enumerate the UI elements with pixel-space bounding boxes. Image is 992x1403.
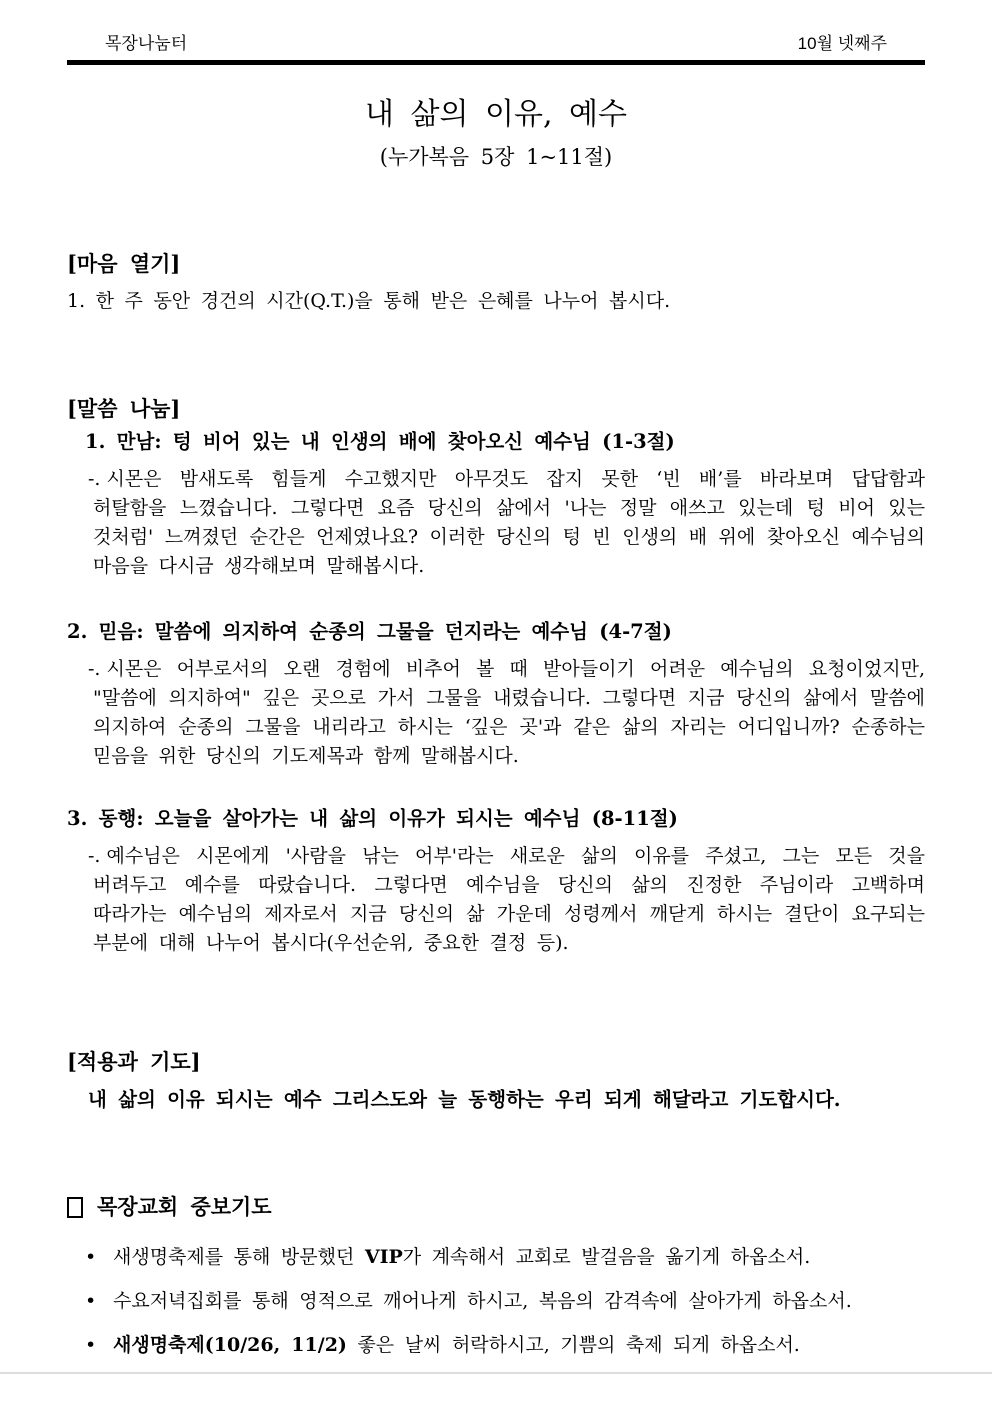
- bullet-icon: •: [85, 1334, 97, 1356]
- question-item-2: [67, 618, 925, 771]
- heart-opening-heading: [마음 열기]: [67, 251, 181, 276]
- page-bottom-rule: [0, 1372, 992, 1374]
- intercession-item-1: [67, 1243, 925, 1272]
- intercession-2-pre: 수요저녁집회를 통해 영적으로 깨어나게 하시고, 복음의 감격속에 살아가게 하옵소서.: [113, 1290, 852, 1312]
- question-2-body: [67, 655, 925, 771]
- header-right-text: 10월 넷째주: [797, 34, 887, 53]
- intercession-3-bold: 새생명축제(10/26, 11/2): [113, 1334, 347, 1356]
- question-1-title: 1. 만남: 텅 비어 있는 내 인생의 배에 찾아오신 예수님 (1-3절): [85, 430, 675, 453]
- header-left-text: 목장나눔터: [105, 34, 188, 53]
- question-1-body: [67, 465, 925, 581]
- question-2-title: 2. 믿음: 말씀에 의지하여 순종의 그물을 던지라는 예수님 (4-7절): [67, 620, 672, 643]
- intercession-item-2: [67, 1287, 925, 1316]
- bullet-icon: •: [85, 1246, 97, 1268]
- intercession-item-3: [67, 1331, 925, 1360]
- page-title: 내 삶의 이유, 예수: [364, 97, 627, 132]
- intercession-1-post: 가 계속해서 교회로 발걸음을 옮기게 하옵소서.: [402, 1246, 811, 1268]
- header-rule: [67, 60, 925, 65]
- dash-marker: -.: [88, 845, 101, 867]
- section-heart-opening: [67, 250, 925, 316]
- intercession-1-pre: 새생명축제를 통해 방문했던: [113, 1246, 365, 1268]
- intercession-1-bold: VIP: [364, 1246, 403, 1268]
- question-item-1: [67, 428, 925, 581]
- section-word-sharing: [67, 395, 925, 958]
- question-item-3: [67, 805, 925, 958]
- question-1-text: 시몬은 밤새도록 힘들게 수고했지만 아무것도 잡지 못한 ‘빈 배’를 바라보며 답답함과 허탈함을 느꼈습니다. 그렇다면 요즘 당신의 삶에서 '나는 정말 애쓰고 있는데 텅 비어 있는 것처럼' 느껴졌던 순간은 언제였나요? 이러한 당신의 텅 빈 인생의 배 위에 찾아오신 예수님의 마음을 다시금 생각해보며 말해봅시다.: [93, 468, 925, 577]
- scripture-reference: (누가복음 5장 1~11절): [379, 145, 613, 169]
- application-prayer-text: 내 삶의 이유 되시는 예수 그리스도와 늘 동행하는 우리 되게 해달라고 기도합시다.: [88, 1088, 841, 1111]
- dash-marker: -.: [88, 468, 101, 490]
- question-3-text: 예수님은 시몬에게 '사람을 낚는 어부'라는 새로운 삶의 이유를 주셨고, 그는 모든 것을 버려두고 예수를 따랐습니다. 그렇다면 예수님을 당신의 삶의 진정한 주님이라 고백하며 따라가는 예수님의 제자로서 지금 당신의 삶 가운데 성령께서 깨닫게 하시는 결단이 요구되는 부분에 대해 나누어 봅시다(우선순위, 중요한 결정 등).: [93, 845, 925, 954]
- application-prayer-heading: [적용과 기도]: [67, 1049, 201, 1074]
- section-intercession: [67, 1193, 925, 1360]
- section-application-prayer: [67, 1048, 925, 1114]
- question-2-text: 시몬은 어부로서의 오랜 경험에 비추어 볼 때 받아들이기 어려운 예수님의 요청이었지만, "말씀에 의지하여" 깊은 곳으로 가서 그물을 내렸습니다. 그렇다면 지금 당신의 삶에서 말씀에 의지하여 순종의 그물을 내리라고 하시는 ‘깊은 곳'과 같은 삶의 자리는 어디입니까? 순종하는 믿음을 위한 당신의 기도제목과 함께 말해봅시다.: [93, 658, 925, 767]
- intercession-heading: [67, 1193, 925, 1221]
- page-header: [67, 34, 925, 54]
- question-3-body: [67, 842, 925, 958]
- intercession-3-post: 좋은 날씨 허락하시고, 기쁨의 축제 되게 하옵소서.: [346, 1334, 800, 1356]
- question-3-title: 3. 동행: 오늘을 살아가는 내 삶의 이유가 되시는 예수님 (8-11절): [67, 807, 678, 830]
- heart-opening-item: 1. 한 주 동안 경건의 시간(Q.T.)을 통해 받은 은혜를 나누어 봅시다.: [67, 290, 671, 312]
- bullet-icon: •: [85, 1290, 97, 1312]
- intercession-list: [67, 1243, 925, 1360]
- dash-marker: -.: [88, 658, 101, 680]
- intercession-heading-text: 목장교회 중보기도: [97, 1194, 272, 1219]
- word-sharing-heading: [말씀 나눔]: [67, 396, 181, 421]
- checkbox-icon: [67, 1197, 83, 1218]
